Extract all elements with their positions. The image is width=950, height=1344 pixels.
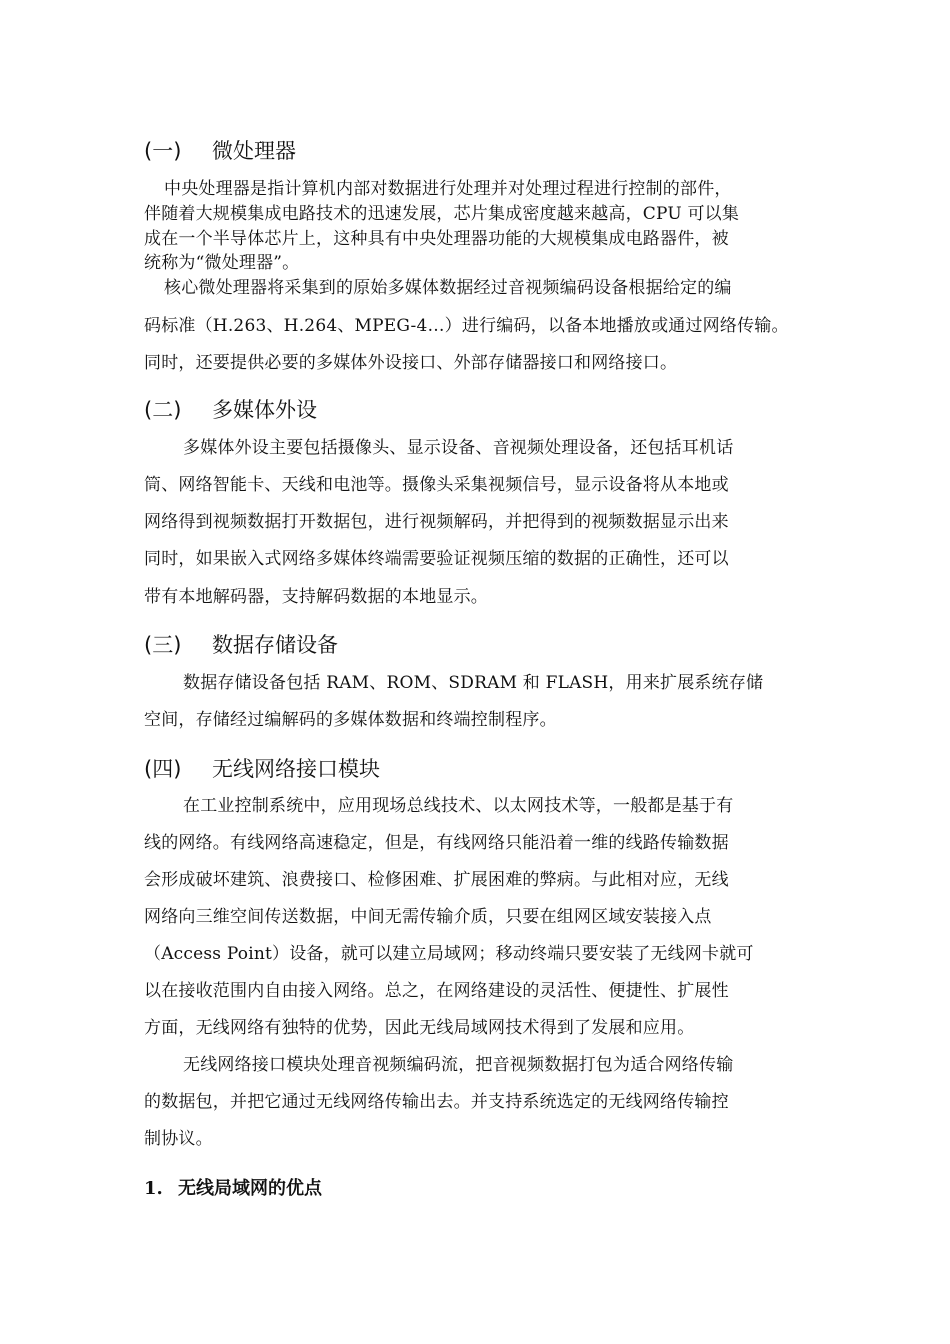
section-heading	[144, 631, 338, 659]
paragraph-line: 中央处理器是指计算机内部对数据进行处理并对处理过程进行控制的部件，	[164, 179, 732, 199]
paragraph-line: 筒、网络智能卡、天线和电池等。摄像头采集视频信号，显示设备将从本地或	[144, 475, 729, 495]
paragraph-line: 网络向三维空间传送数据，中间无需传输介质，只要在组网区域安装接入点	[144, 907, 712, 927]
paragraph-line: 的数据包，并把它通过无线网络传输出去。并支持系统选定的无线网络传输控	[144, 1092, 729, 1112]
paragraph-line: 空间，存储经过编解码的多媒体数据和终端控制程序。	[144, 710, 557, 730]
paragraph-line: 制协议。	[144, 1129, 213, 1149]
section-number: (四)	[144, 757, 182, 781]
section-heading	[144, 755, 380, 783]
paragraph-line: 多媒体外设主要包括摄像头、显示设备、音视频处理设备，还包括耳机话	[183, 438, 734, 458]
paragraph-line: 带有本地解码器，支持解码数据的本地显示。	[144, 587, 488, 607]
paragraph-line: 无线网络接口模块处理音视频编码流，把音视频数据打包为适合网络传输	[183, 1055, 734, 1075]
paragraph-line: 伴随着大规模集成电路技术的迅速发展，芯片集成密度越来越高，CPU 可以集	[144, 204, 740, 224]
paragraph-line: 数据存储设备包括 RAM、ROM、SDRAM 和 FLASH，用来扩展系统存储	[183, 673, 764, 693]
paragraph-line: 同时，如果嵌入式网络多媒体终端需要验证视频压缩的数据的正确性，还可以	[144, 549, 729, 569]
paragraph-line: 会形成破坏建筑、浪费接口、检修困难、扩展困难的弊病。与此相对应，无线	[144, 870, 729, 890]
paragraph-line: 统称为“微处理器”。	[144, 253, 300, 273]
section-title: 微处理器	[212, 139, 296, 163]
section-number: (一)	[144, 139, 182, 163]
subsection-number: 1.	[144, 1178, 163, 1199]
paragraph-line: （Access Point）设备，就可以建立局域网；移动终端只要安装了无线网卡就可	[144, 944, 754, 964]
subsection-title: 无线局域网的优点	[178, 1178, 322, 1199]
subsection-heading	[144, 1177, 322, 1201]
paragraph-line: 成在一个半导体芯片上，这种具有中央处理器功能的大规模集成电路器件，被	[144, 229, 729, 249]
section-heading	[144, 137, 296, 165]
section-number: (二)	[144, 398, 182, 422]
section-title: 多媒体外设	[212, 398, 317, 422]
paragraph-line: 在工业控制系统中，应用现场总线技术、以太网技术等，一般都是基于有	[183, 796, 734, 816]
section-title: 数据存储设备	[212, 633, 338, 657]
paragraph-line: 网络得到视频数据打开数据包，进行视频解码，并把得到的视频数据显示出来	[144, 512, 729, 532]
paragraph-line: 以在接收范围内自由接入网络。总之，在网络建设的灵活性、便捷性、扩展性	[144, 981, 729, 1001]
paragraph-line: 核心微处理器将采集到的原始多媒体数据经过音视频编码设备根据给定的编	[164, 278, 732, 298]
section-heading	[144, 396, 317, 424]
section-number: (三)	[144, 633, 182, 657]
paragraph-line: 同时，还要提供必要的多媒体外设接口、外部存储器接口和网络接口。	[144, 353, 678, 373]
section-title: 无线网络接口模块	[212, 757, 380, 781]
paragraph-line: 方面，无线网络有独特的优势，因此无线局域网技术得到了发展和应用。	[144, 1018, 695, 1038]
paragraph-line: 线的网络。有线网络高速稳定，但是，有线网络只能沿着一维的线路传输数据	[144, 833, 729, 853]
paragraph-line: 码标准（H.263、H.264、MPEG-4…）进行编码，以备本地播放或通过网络传输。	[144, 316, 789, 336]
